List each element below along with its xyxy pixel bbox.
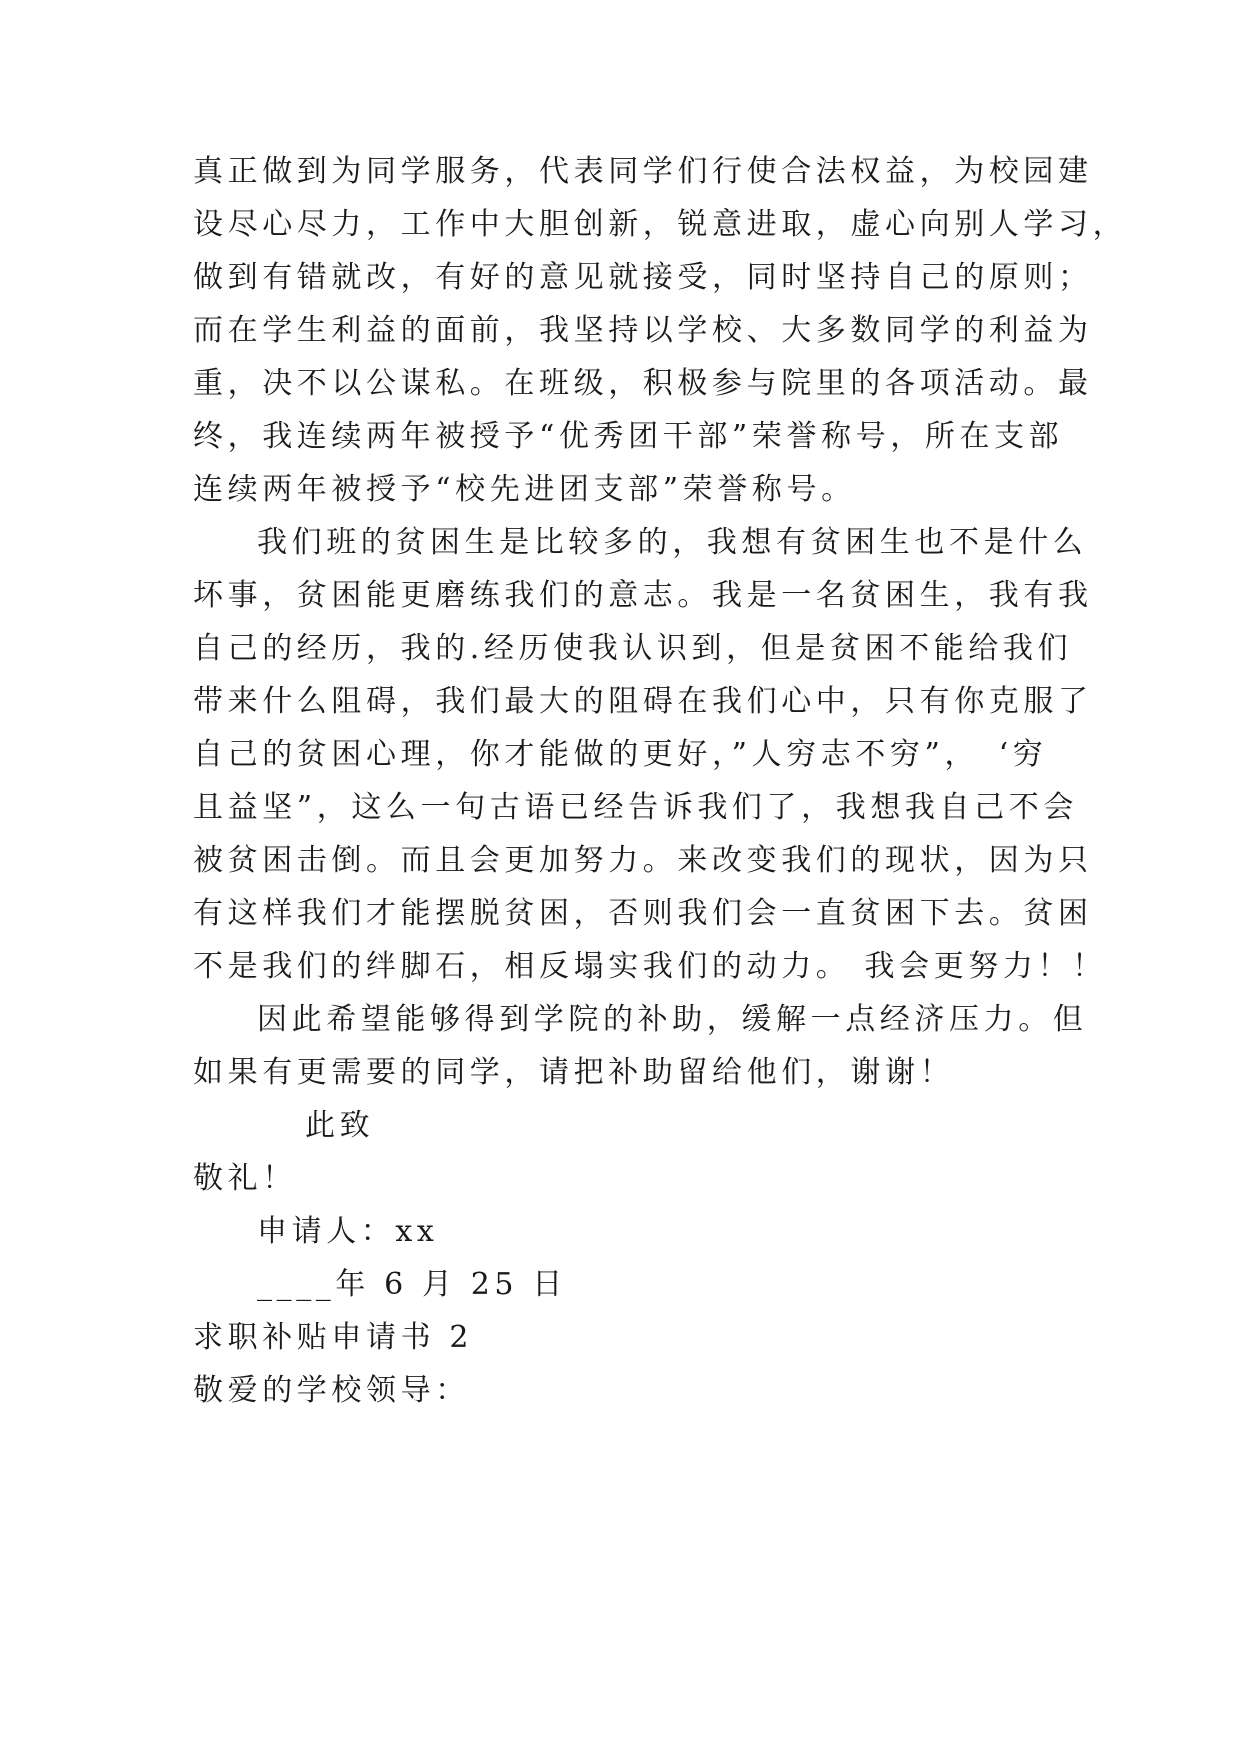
date-line: ____年 6 月 25 日 — [257, 1267, 567, 1302]
body-text-line: 真正做到为同学服务，代表同学们行使合法权益，为校园建 — [193, 154, 1093, 189]
body-text-line: 坏事，贫困能更磨练我们的意志。我是一名贫困生，我有我 — [193, 578, 1093, 613]
section-title: 求职补贴申请书 2 — [193, 1320, 474, 1355]
body-text-line: 有这样我们才能摆脱贫困，否则我们会一直贫困下去。贫困 — [193, 896, 1093, 931]
closing-salutation: 此致 — [305, 1108, 375, 1143]
body-text-line: 自己的贫困心理，你才能做的更好，”人穷志不穷”， ‘穷 — [193, 737, 1048, 772]
body-text-line: 自己的经历，我的.经历使我认识到，但是贫困不能给我们 — [193, 631, 1073, 666]
body-text-line: 做到有错就改，有好的意见就接受，同时坚持自己的原则； — [193, 260, 1093, 295]
body-text-line: 不是我们的绊脚石，相反塌实我们的动力。 我会更努力！！ — [193, 949, 1107, 984]
paragraph-start-line: 我们班的贫困生是比较多的，我想有贫困生也不是什么 — [257, 525, 1088, 560]
body-text-line: 连续两年被授予“校先进团支部”荣誉称号。 — [193, 472, 856, 507]
paragraph-start-line: 因此希望能够得到学院的补助，缓解一点经济压力。但 — [257, 1002, 1088, 1037]
body-text-line: 设尽心尽力，工作中大胆创新，锐意进取，虚心向别人学习， — [193, 207, 1128, 242]
body-text-line: 带来什么阻碍，我们最大的阻碍在我们心中，只有你克服了 — [193, 684, 1093, 719]
body-text-line: 如果有更需要的同学，请把补助留给他们，谢谢！ — [193, 1055, 955, 1090]
body-text-line: 被贫困击倒。而且会更加努力。来改变我们的现状，因为只 — [193, 843, 1093, 878]
applicant-signature: 申请人：xx — [257, 1214, 439, 1249]
closing-regards: 敬礼！ — [193, 1161, 297, 1196]
body-text-line: 而在学生利益的面前，我坚持以学校、大多数同学的利益为 — [193, 313, 1093, 348]
greeting-line: 敬爱的学校领导： — [193, 1373, 470, 1408]
body-text-line: 且益坚”，这么一句古语已经告诉我们了，我想我自己不会 — [193, 790, 1078, 825]
body-text-line: 重，决不以公谋私。在班级，积极参与院里的各项活动。最 — [193, 366, 1093, 401]
body-text-line: 终，我连续两年被授予“优秀团干部”荣誉称号，所在支部 — [193, 419, 1064, 454]
